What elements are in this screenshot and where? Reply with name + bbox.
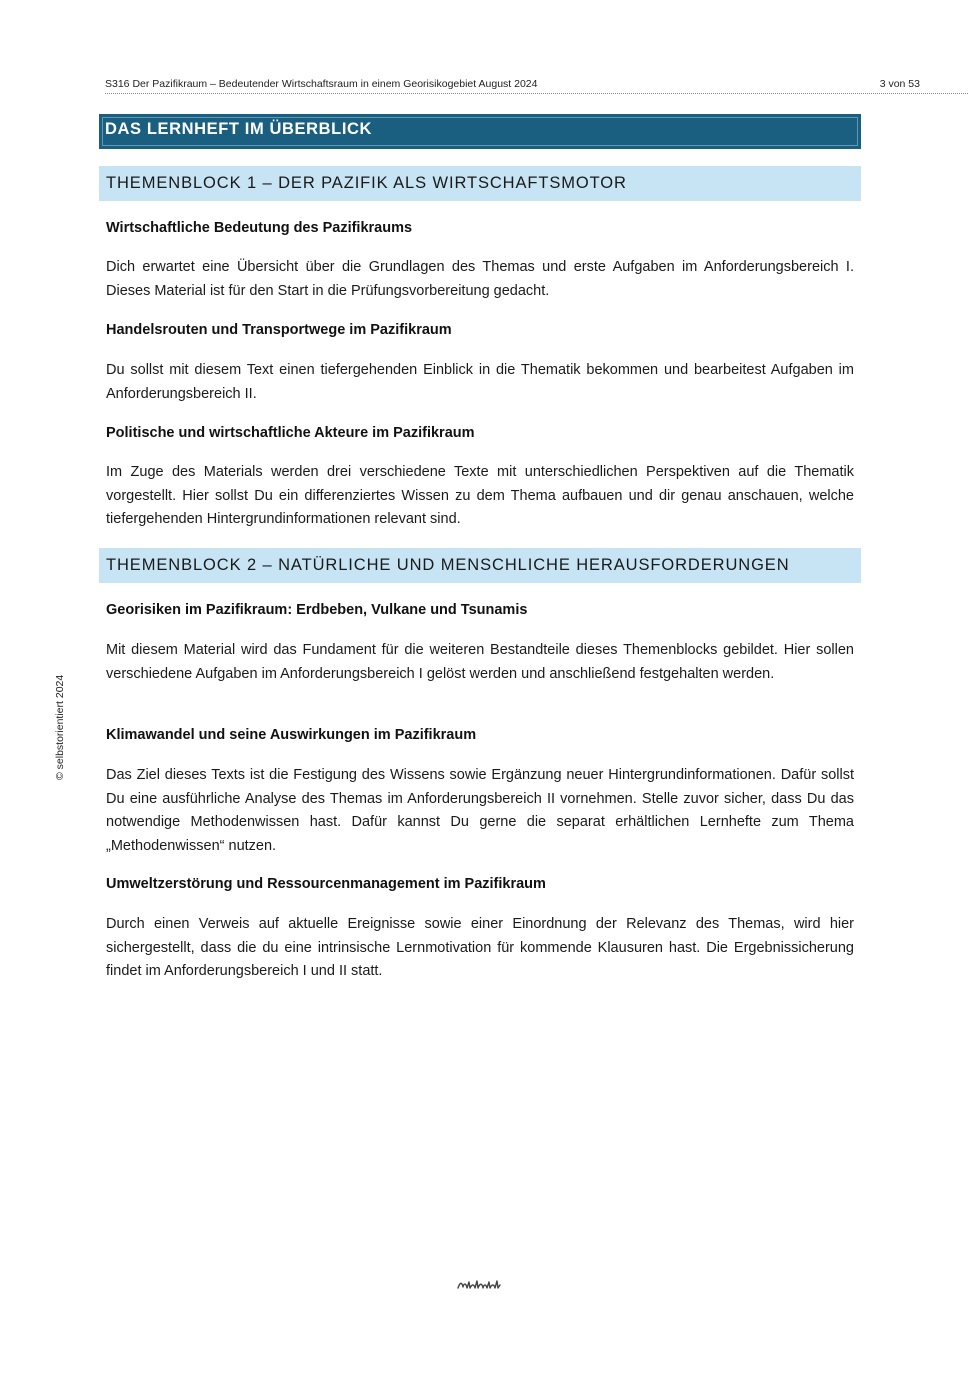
section-title: Handelsrouten und Transportwege im Pazifikraum [106,322,452,338]
side-copyright: © selbstorientiert 2024 [54,674,66,780]
section-title: Umweltzerstörung und Ressourcenmanagement im Pazifikraum [106,876,546,892]
block-heading-2 [99,548,861,583]
page-number: 3 von 53 [879,78,920,90]
section-text: Mit diesem Material wird das Fundament für die weiteren Bestandteile dieses Themenblocks gebildet. Hier sollen verschiedene Aufgaben im Anforderungsbereich I gelöst werden und anschließend festgehalten werden. [106,642,854,682]
block-heading-1 [99,166,861,201]
section-title: Klimawandel und seine Auswirkungen im Pazifikraum [106,727,477,743]
block-heading-1-text: THEMENBLOCK 1 – DER PAZIFIK ALS WIRTSCHAFTSMOTOR [106,174,627,192]
page-header [105,76,968,94]
main-heading-text: DAS LERNHEFT IM ÜBERBLICK [105,120,373,138]
section-text: Im Zuge des Materials werden drei verschiedene Texte mit unterschiedlichen Perspektiven auf die Thematik vorgestellt. Hier sollst Du ein differenziertes Wissen zu dem Thema aufbauen und dir genau anschauen, welche tiefergehenden Hintergrundinformationen relevant sind. [106,464,854,527]
section-text: Du sollst mit diesem Text einen tiefergehenden Einblick in die Thematik bekommen und bearbeitest Aufgaben im Anforderungsbereich II. [106,362,854,402]
section-title: Wirtschaftliche Bedeutung des Pazifikraums [106,220,413,236]
section-title: Georisiken im Pazifikraum: Erdbeben, Vulkane und Tsunamis [106,602,528,618]
footer-logo-icon [457,1279,501,1291]
block-heading-2-text: THEMENBLOCK 2 – NATÜRLICHE UND MENSCHLICHE HERAUSFORDERUNGEN [106,556,790,574]
section-text: Durch einen Verweis auf aktuelle Ereignisse sowie einer Einordnung der Relevanz des Themas, wird hier sichergestellt, dass die du eine intrinsische Lernmotivation für kommende Klausuren hast. Die Ergebnissicherung findet im Anforderungsbereich I und II statt. [106,916,854,979]
header-title: S316 Der Pazifikraum – Bedeutender Wirtschaftsraum in einem Georisikogebiet August 2024 [105,78,538,90]
section-title: Politische und wirtschaftliche Akteure im Pazifikraum [106,425,475,441]
main-heading [99,114,861,149]
section-text: Das Ziel dieses Texts ist die Festigung des Wissens sowie Ergänzung neuer Hintergrundinformationen. Dafür sollst Du eine ausführliche Analyse des Themas im Anforderungsbereich II vornehmen. Stelle zuvor sicher, dass Du das notwendige Methodenwissen hast. Dafür kannst Du gerne die separat erhältlichen Lernhefte zum Thema „Methodenwissen“ nutzen. [106,767,854,854]
section-text: Dich erwartet eine Übersicht über die Grundlagen des Themas und erste Aufgaben im Anforderungsbereich I. Dieses Material ist für den Start in die Prüfungsvorbereitung gedacht. [106,259,854,299]
